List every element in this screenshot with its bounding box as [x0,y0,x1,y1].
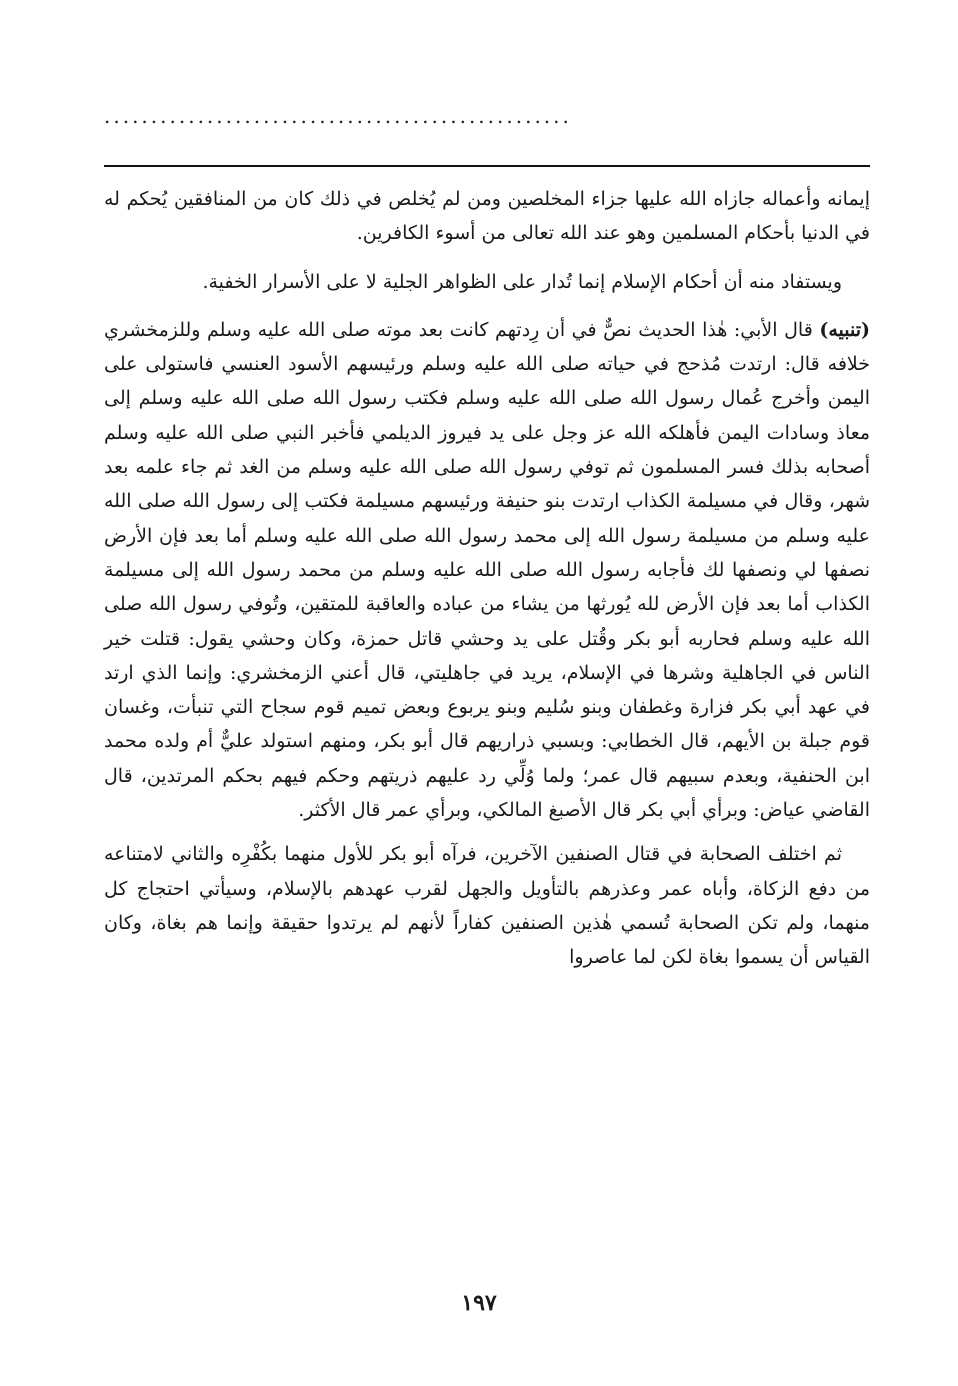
page-number: ١٩٧ [461,1290,497,1316]
paragraph-1-text: إيمانه وأعماله جازاه الله عليها جزاء المخلصين ومن لم يُخلص في ذلك كان من المنافقين يُحكم له في الدنيا بأحكام المسلمين وهو عند الله تعالى من أسوء الكافرين. [104,188,870,245]
header-rule [104,165,870,167]
paragraph-3 [104,313,870,827]
paragraph-2-text: ويستفاد منه أن أحكام الإسلام إنما تُدار على الظواهر الجلية لا على الأسرار الخفية. [202,270,842,293]
paragraph-4 [104,837,870,974]
header-dotted-line: .................................................. [104,104,572,128]
paragraph-3-text: قال الأبي: هٰذا الحديث نصٌّ في أن رِدتهم كانت بعد موته صلى الله عليه وسلم وللزمخشري خلافه قال: ارتدت مُذحج في حياته صلى الله عليه وسلم ورئيسهم الأسود العنسي فاستولى على اليمن وأخرج عُمال رسول الله صلى الله عليه وسلم فكتب رسول الله صلى الله عليه وسلم إلى معاذ وسادات اليمن فأهلكه الله عز وجل على يد فيروز الديلمي فأخبر النبي صلى الله عليه وسلم أصحابه بذلك فسر المسلمون ثم توفي رسول الله صلى الله عليه وسلم من الغد ثم جاء علمه بعد شهر، وقال في مسيلمة الكذاب ارتدت بنو حنيفة ورئيسهم مسيلمة فكتب إلى رسول الله صلى الله عليه وسلم من مسيلمة رسول الله إلى محمد رسول الله صلى الله عليه وسلم أما بعد فإن الأرض نصفها لي ونصفها لك فأجابه رسول الله صلى الله عليه وسلم من محمد رسول الله إلى مسيلمة الكذاب أما بعد فإن الأرض لله يُورثها من يشاء من عباده والعاقبة للمتقين، وتُوفي رسول الله صلى الله عليه وسلم فحاربه أبو بكر وقُتل على يد وحشي قاتل حمزة، وكان وحشي يقول: قتلت خير الناس في الجاهلية وشرها في الإسلام، يريد في جاهليتي، قال أعني الزمخشري: وإنما الذي ارتد في عهد أبي بكر فزارة وغطفان وبنو سُليم وبنو يربوع وبعض تميم قوم سجاح التي تنبأت، وغسان قوم جبلة بن الأيهم، قال الخطابي: وبسبي ذراريهم قال أبو بكر، ومنهم استولد عليٌّ أم ولده محمد ابن الحنفية، وبعدم سبيهم قال عمر؛ ولما وُلِّي رد عليهم ذريتهم وحكم فيهم بحكم المرتدين، قال القاضي عياض: وبرأي أبي بكر قال الأصبغ المالكي، وبرأي عمر قال الأكثر. [104,318,870,822]
paragraph-4-text: ثم اختلف الصحابة في قتال الصنفين الآخرين، فرآه أبو بكر للأول منهما بكُفْرِه والثاني لامتناعه من دفع الزكاة، وأباه عمر وعذرهم بالتأويل والجهل لقرب عهدهم بالإسلام، وسيأتي احتجاج كل منهما، ولم تكن الصحابة تُسمي هٰذين الصنفين كفاراً لأنهم لم يرتدوا حقيقة وإنما هم بغاة، وكان القياس أن يسموا بغاة لكن لما عاصروا [104,843,870,969]
paragraph-3-lead: (تنبيه) [819,318,870,341]
paragraph-1 [104,182,870,251]
page-body [104,182,870,975]
paragraph-2 [104,265,870,299]
